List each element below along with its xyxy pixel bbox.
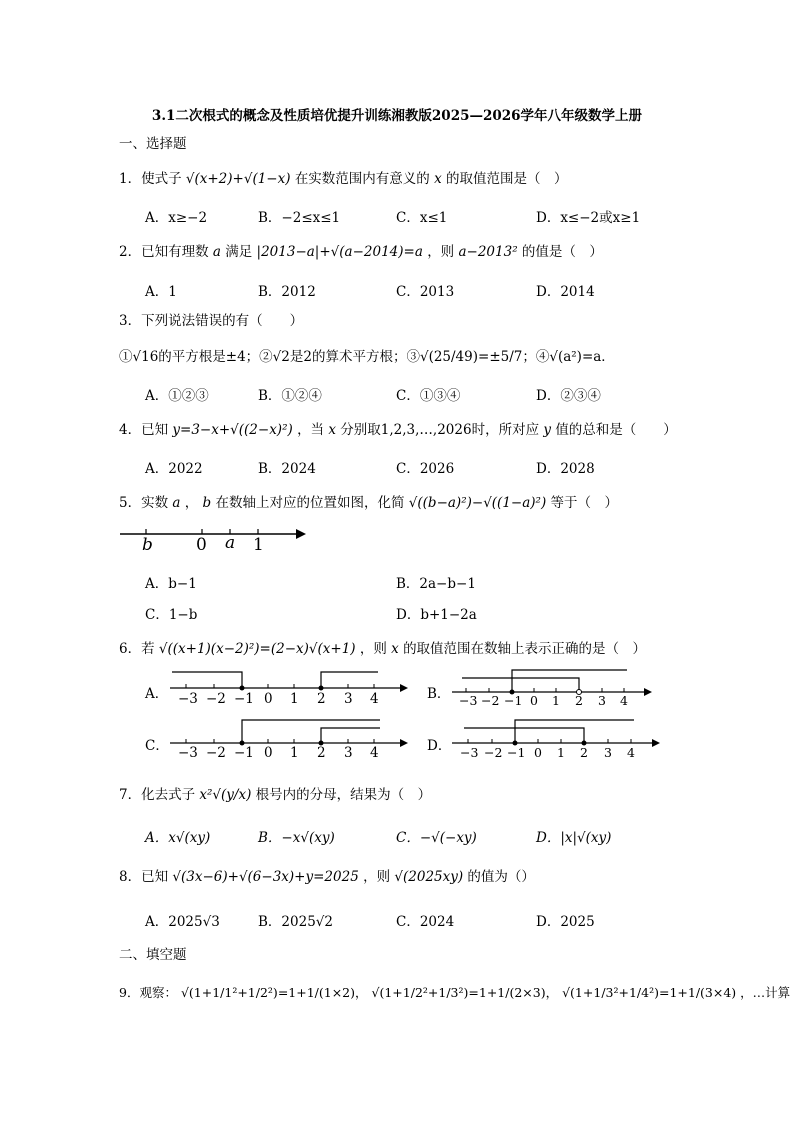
q8-option-a[interactable]: A．2025√3	[145, 914, 220, 930]
q3-statements: ①√16的平方根是±4；②√2是2的算术平方根；③√(25/49)=±5/7；④√(a²)=a．	[119, 349, 615, 365]
question-4	[119, 421, 677, 439]
q5-stem-mid: ，	[184, 495, 199, 511]
q8-option-c[interactable]: C．2024	[396, 914, 455, 930]
q8-expression-2: √(2025xy)	[394, 869, 464, 885]
q6-option-a-label[interactable]: A．	[145, 686, 169, 702]
q5-option-c[interactable]: C．1−b	[145, 607, 198, 623]
q5-stem-end: 等于（ ）	[550, 495, 619, 511]
q5-axis-label-1: 1	[253, 535, 264, 555]
q3-option-a[interactable]: A．①②③	[145, 388, 209, 404]
tick-label: −2	[206, 691, 226, 707]
tick-label: 4	[627, 745, 635, 760]
tick-label: 0	[264, 745, 273, 761]
tick-label: −3	[178, 745, 198, 761]
question-1	[119, 170, 568, 188]
q5-stem-pre: 5．实数	[119, 495, 169, 511]
tick-label: 0	[534, 745, 542, 760]
q1-option-d[interactable]: D．x≤−2或x≥1	[536, 210, 641, 226]
q2-expression-2: a−2013²	[458, 244, 518, 260]
q7-option-a[interactable]: A．x√(xy)	[145, 830, 211, 846]
tick-label: 0	[264, 691, 273, 707]
q1-expression: √(x+2)+√(1−x)	[185, 171, 291, 187]
tick-label: −1	[234, 691, 254, 707]
tick-label: 4	[370, 745, 379, 761]
q7-stem-pre: 7．化去式子	[119, 787, 196, 803]
q2-expression: |2013−a|+√(a−2014)=a	[256, 244, 423, 260]
q1-var: x	[434, 171, 442, 187]
q4-option-b[interactable]: B．2024	[258, 461, 316, 477]
tick-label: 2	[580, 745, 588, 760]
tick-label: 1	[557, 745, 565, 760]
q5-option-a[interactable]: A．b−1	[145, 576, 197, 592]
q8-stem-mid: ，则	[363, 869, 391, 885]
q4-option-a[interactable]: A．2022	[145, 461, 203, 477]
q5-stem-mid2: 在数轴上对应的位置如图，化简	[215, 495, 405, 511]
q2-var: a	[212, 244, 221, 260]
q4-option-d[interactable]: D．2028	[536, 461, 595, 477]
tick-label: −1	[234, 745, 254, 761]
q4-stem-pre: 4．已知	[119, 422, 169, 438]
q8-stem-end: 的值为（）	[467, 869, 535, 885]
q7-option-d[interactable]: D．|x|√(xy)	[536, 830, 612, 846]
q4-var2: y	[543, 422, 552, 438]
q5-expression: √((b−a)²)−√((1−a)²)	[408, 495, 547, 511]
tick-label: 2	[317, 745, 326, 761]
q9-stem-pre: 9．观察：	[119, 985, 177, 1000]
tick-label: 1	[552, 693, 560, 708]
q5-option-b[interactable]: B．2a−b−1	[396, 576, 476, 592]
section-fill-heading: 二、填空题	[119, 947, 187, 963]
tick-label: −1	[507, 745, 526, 760]
q9-expression-2: √(1+1/2²+1/3²)=1+1/(2×3)	[371, 985, 546, 1000]
q8-stem-pre: 8．已知	[119, 869, 169, 885]
question-3: 3．下列说法错误的有（ ）	[119, 313, 304, 329]
q2-option-d[interactable]: D．2014	[536, 284, 595, 300]
tick-label: −2	[484, 745, 503, 760]
q4-option-c[interactable]: C．2026	[396, 461, 455, 477]
q6-stem-pre: 6．若	[119, 641, 155, 657]
q1-option-b[interactable]: B．−2≤x≤1	[258, 210, 341, 226]
q5-option-d[interactable]: D．b+1−2a	[396, 607, 477, 623]
question-2	[119, 243, 603, 261]
q5-var-a: a	[172, 495, 181, 511]
tick-label: −3	[459, 693, 478, 708]
tick-label: 3	[344, 745, 353, 761]
q7-option-b[interactable]: B．−x√(xy)	[258, 830, 335, 846]
q2-option-a[interactable]: A．1	[145, 284, 177, 300]
q6-stem-end: 的取值范围在数轴上表示正确的是（ ）	[403, 641, 647, 657]
q2-stem-post: ，则	[427, 244, 455, 260]
q7-option-c[interactable]: C．−√(−xy)	[396, 830, 477, 846]
q8-expression: √(3x−6)+√(6−3x)+y=2025	[172, 869, 359, 885]
tick-label: −3	[460, 745, 479, 760]
q2-option-b[interactable]: B．2012	[258, 284, 316, 300]
q4-stem-mid: ，当	[297, 422, 325, 438]
q9-stem-end: ，…计算	[740, 985, 791, 1000]
q1-option-c[interactable]: C．x≤1	[396, 210, 448, 226]
q6-stem-mid: ，则	[359, 641, 387, 657]
q1-stem-post: 在实数范围内有意义的	[294, 171, 430, 187]
q1-option-a[interactable]: A．x≥−2	[145, 210, 208, 226]
q4-expression: y=3−x+√((2−x)²)	[172, 422, 293, 438]
q4-stem-end: 值的总和是（ ）	[555, 422, 677, 438]
q2-option-c[interactable]: C．2013	[396, 284, 455, 300]
q7-stem-end: 根号内的分母，结果为（ ）	[255, 787, 432, 803]
q6-var: x	[391, 641, 399, 657]
question-6	[119, 640, 646, 658]
tick-label: 3	[604, 745, 612, 760]
q2-stem-pre: 2．已知有理数	[119, 244, 209, 260]
tick-label: 2	[575, 693, 583, 708]
question-7	[119, 786, 431, 804]
tick-label: −2	[206, 745, 226, 761]
q1-stem-pre: 1．使式子	[119, 171, 182, 187]
tick-label: 1	[290, 745, 299, 761]
q9-expression-3: √(1+1/3²+1/4²)=1+1/(3×4)	[562, 985, 737, 1000]
q4-stem-mid2: 分别取1,2,3,…,2026时，所对应	[340, 422, 540, 438]
q3-option-b[interactable]: B．①②④	[258, 388, 322, 404]
tick-label: 2	[317, 691, 326, 707]
q5-axis-label-a: a	[225, 533, 236, 553]
tick-label: −2	[481, 693, 500, 708]
q8-option-d[interactable]: D．2025	[536, 914, 595, 930]
q5-var-b: b	[202, 495, 212, 511]
tick-label: 3	[598, 693, 606, 708]
q3-option-d[interactable]: D．②③④	[536, 388, 601, 404]
tick-label: 4	[620, 693, 628, 708]
q6-option-d-label[interactable]: D．	[427, 738, 452, 754]
tick-label: 0	[530, 693, 538, 708]
q9-expression-1: √(1+1/1²+1/2²)=1+1/(1×2)	[180, 985, 356, 1000]
document-title: 3.1二次根式的概念及性质培优提升训练湘教版2025—2026学年八年级数学上册	[151, 108, 643, 124]
q2-stem-end: 的值是（ ）	[521, 244, 603, 260]
question-8	[119, 868, 535, 886]
tick-label: −3	[178, 691, 198, 707]
q6-expression: √((x+1)(x−2)²)=(2−x)√(x+1)	[158, 641, 356, 657]
q1-stem-end: 的取值范围是（ ）	[446, 171, 568, 187]
q6-option-b-label[interactable]: B．	[427, 686, 451, 702]
tick-label: −1	[504, 693, 523, 708]
tick-label: 1	[290, 691, 299, 707]
tick-label: 4	[370, 691, 379, 707]
question-5	[119, 494, 618, 512]
tick-label: 3	[344, 691, 353, 707]
section-choice-heading: 一、选择题	[119, 136, 187, 152]
q3-option-c[interactable]: C．①③④	[396, 388, 461, 404]
question-9: 9．观察： √(1+1/1²+1/2²)=1+1/(1×2)， √(1+1/2²+1/3²)=1+1/(2×3)， √(1+1/3²+1/4²)=1+1/(3×4) ，…计算	[119, 985, 791, 1000]
q6-option-c-label[interactable]: C．	[145, 738, 169, 754]
q4-var: x	[328, 422, 336, 438]
q5-axis-label-0: 0	[196, 535, 207, 555]
q8-option-b[interactable]: B．2025√2	[258, 914, 333, 930]
q5-axis-label-b: b	[142, 535, 153, 555]
q7-expression: x²√(y/x)	[199, 787, 252, 803]
q2-stem-mid: 满足	[225, 244, 253, 260]
